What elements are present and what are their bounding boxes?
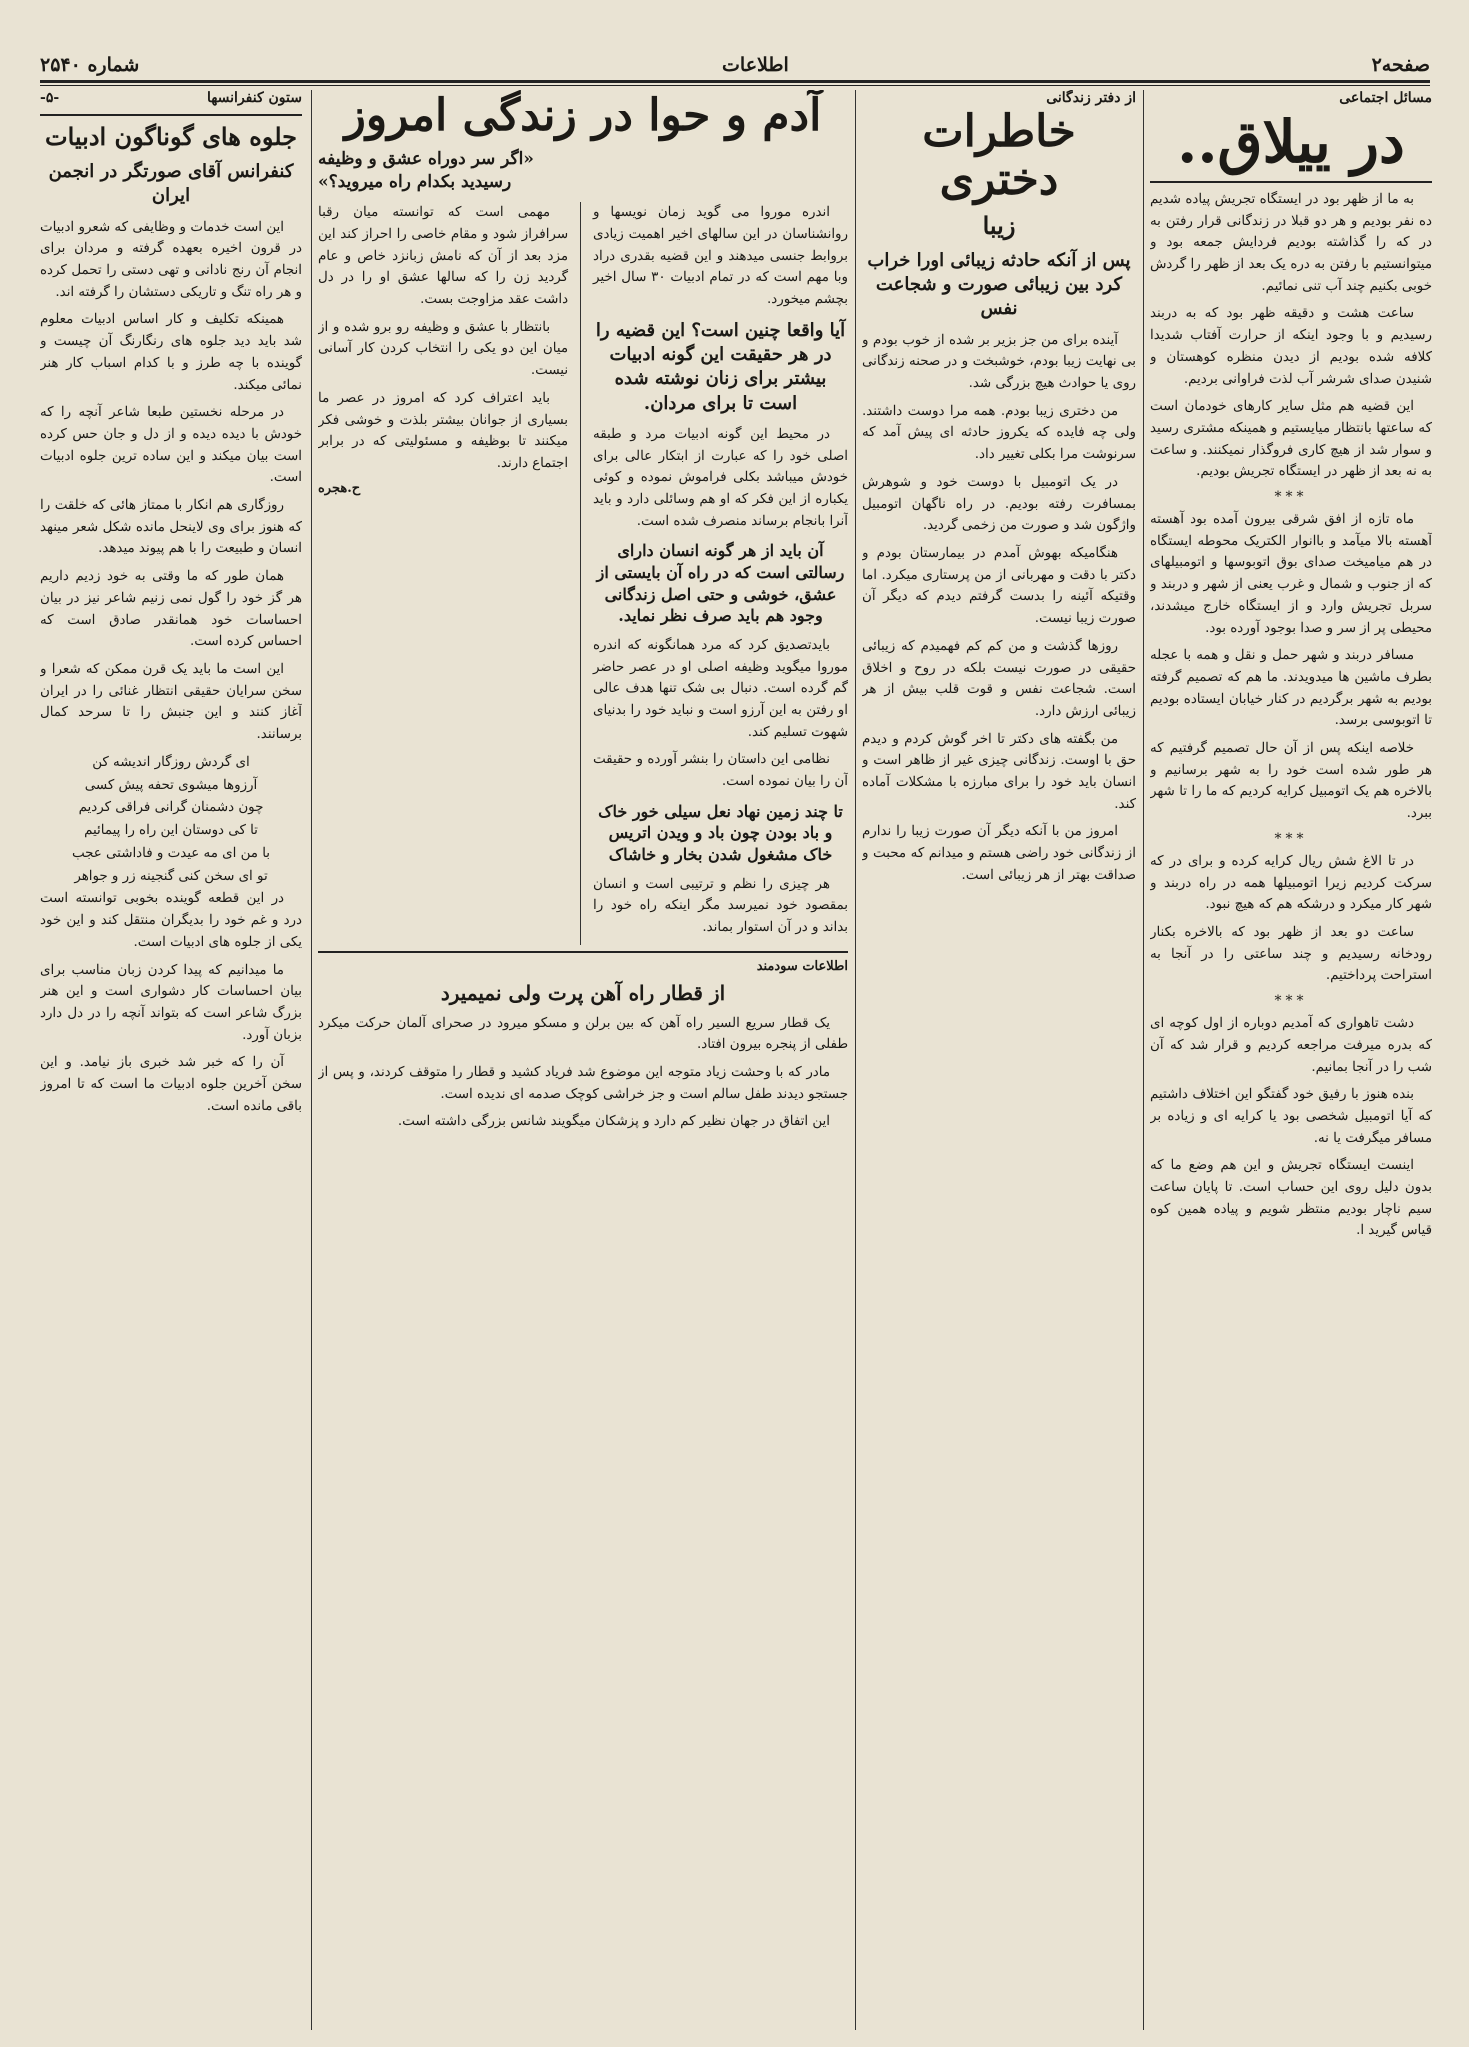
- paragraph: آن را که خبر شد خبری باز نیامد. و این سخن آخرین جلوه ادبیات ما است که تا امروز باقی مانده است.: [40, 1055, 302, 1114]
- verse-line: چون دشمنان گرانی فراقی کردیم: [78, 800, 264, 816]
- paragraph: هر چیزی را نظم و ترتیبی است و انسان بمقصود خود نمیرسد مگر اینکه راه خود را بداند و در آن استوار بماند.: [593, 876, 848, 935]
- verse-line: آرزوها میشوی تحفه پیش کسی: [84, 777, 258, 793]
- emphasis-block: آن باید از هر گونه انسان دارای رسالتی است که در راه آن بایستی از عشق، خوشی و حتی اصل زندگانی وجود هم باید صرف نظر نماید.: [596, 541, 845, 626]
- paragraph: در مرحله نخستین طبعا شاعر آنچه را که خودش با دیده دیده و از دل و جان حس کرده است بیان میکند و این ساده ترین جلوه ادبیات است.: [40, 405, 302, 486]
- paragraph: بایدتصدیق کرد که مرد همانگونه که اندره موروا میگوید وظیفه اصلی او در عصر حاضر گم گرده است. دنبال بی شک تنها هدف عالی او رفتن به این آرزو است و نباید خود را بدنیای شهوت تسلیم کند.: [593, 637, 848, 740]
- article-headline-line2: زیبا: [982, 210, 1016, 240]
- paragraph: این اتفاق در جهان نظیر کم دارد و پزشکان میگویند شانس بزرگی داشته است.: [397, 1114, 830, 1130]
- masthead-rule-thin: [40, 85, 1430, 86]
- paragraph: در یک اتومبیل با دوست خود و شوهرش بمسافرت رفته بودیم. در راه ناگهان اتومبیل واژگون شد و صورت من زخمی گردید.: [862, 474, 1136, 534]
- header-rule: [40, 114, 302, 116]
- page-number: -۵-: [40, 90, 60, 106]
- verse-line: تا کی دوستان این راه را پیمائیم: [84, 823, 258, 839]
- verse-line: با من ای مه عیدت و فاداشتی عجب: [71, 845, 271, 861]
- verse-block: تا چند زمین نهاد نعل سیلی خور خاک و باد بودن چون باد و ویدن اتریس خاک مشغول شدن بخار و خاشاک: [598, 801, 843, 864]
- paper-name: اطلاعات: [722, 54, 789, 76]
- paragraph: هنگامیکه بهوش آمدم در بیمارستان بودم و دکتر با دقت و مهربانی از من پرستاری میکرد. اما وقتیکه آئینه را بدست گرفتم دیدم که دیگر آن صورت زیبا نیست.: [862, 546, 1136, 627]
- paragraph: به ما از ظهر بود در ایستگاه تجریش پیاده شدیم ده نفر بودیم و هر دو قبلا در زندگانی قرار رفتن به در که را گذاشته بودیم فردایش جمعه بود و میتوانستیم با رفتن به دره یک بعد از ظهر را گردش خوبی بکنیم چند آب تنی نمائیم.: [1150, 191, 1432, 294]
- article-headline: در ییلاق..: [1177, 108, 1405, 176]
- paragraph: بنده هنوز با رفیق خود گفتگو این اختلاف داشتیم که آیا اتومبیل شخصی بود یا کرایه ای و زیاده بر مسافر میگرفت یا نه.: [1150, 1087, 1432, 1146]
- column-conferences: [40, 90, 302, 2030]
- issue-number: شماره ۲۵۴۰: [40, 54, 140, 76]
- paragraph: در این قطعه گوینده بخوبی توانسته است درد و غم خود را بدیگران منتقل کند و این خود یکی از جلوه های ادبیات است.: [40, 891, 302, 950]
- paragraph: در تا الاغ شش ریال کرایه کرده و برای در که سرکت کردیم زیرا اتومبیلها همه در راه دربند و شهر کار میکرد و درشکه هم که هیچ نبود.: [1150, 853, 1432, 913]
- paragraph: روزگاری هم انکار با ممتاز هائی که خلقت را که هنوز برای وی لاینحل مانده شکل شعر مینهد انسان و طبیعت را با هم پیوند میدهد.: [40, 498, 302, 557]
- paragraph: ما میدانیم که پیدا کردن زبان مناسب برای بیان احساسات کار دشواری است و این هنر بزرگ شاعر است که بتواند آنچه را در دل دارد بزبان آورد.: [40, 962, 302, 1043]
- verse-line: تو ای سخن کنی گنجینه زر و جواهر: [74, 868, 268, 884]
- section-divider: ***: [1274, 993, 1308, 1010]
- paragraph: مهمی است که توانسته میان رقبا سرافراز شود و مقام خاصی را احراز کند این مزد بعد از آن که نامش زبانزد خاص و عام گردید زن را که سالها عشق او را در دل داشت عقد مزاوجت بست.: [318, 205, 569, 308]
- article-headline: خاطرات دختری: [922, 106, 1076, 206]
- paragraph: اندره موروا می گوید زمان نویسها و روانشناسان در این سالهای اخیر اهمیت زیادی بروابط جنسی میدهند و این قضیه بقدری دراد وبا مهم است که در تمام ادبیات ۳۰ سال اخیر بچشم میخورد.: [593, 205, 848, 308]
- paragraph: این قضیه هم مثل سایر کارهای خودمان است که ساعتها بانتظار میایستیم و همینکه مشتری رسید و سوار شد از هیچ کاری فروگذار نمیکنند. و ساعت به نه بعد از ظهر در ایستگاه تجریش بودیم.: [1150, 399, 1432, 480]
- paragraph: باید اعتراف کرد که امروز در عصر ما بسیاری از جوانان بیشتر بلذت و خوشی فکر میکنند تا بوظیفه و مسئولیتی که در برابر اجتماع دارند.: [318, 390, 569, 471]
- subcolumns: [318, 202, 848, 944]
- article-subhead: کنفرانس آقای صورتگر در انجمن ایران: [48, 161, 294, 207]
- paragraph: مادر که با وحشت زیاد متوجه این موضوع شد فریاد کشید و قطار را متوقف کردند، و پس از جستجو دیدند طفل سالم است و جز خراشی کوچک صدمه ای ندیده است.: [318, 1065, 848, 1102]
- paragraph: این است خدمات و وظایفی که شعرو ادبیات در قرون اخیره بعهده گرفته و مردان برای انجام آن رنج نادانی و تهی دستی را تحمل کرده و هر راه تنگ و تاریکی دستشان را گرفته اند.: [40, 219, 302, 300]
- lower-article-title: از قطار راه آهن پرت ولی نمیمیرد: [440, 980, 726, 1005]
- page-label: صفحه۲: [1371, 54, 1430, 76]
- tagline-line-1: «اگر سر دوراه عشق و وظیفه: [318, 149, 534, 170]
- article-headline: آدم و حوا در زندگی امروز: [344, 90, 822, 141]
- paragraph: در محیط این گونه ادبیات مرد و طبقه اصلی خود را که عبارت از ابتکار عالی برای خودش میباشد بکلی فراموش نموده و کوئی یکباره از این فکر که او هم وسائلی دارد و باید آنرا بانجام برساند منصرف شده است.: [593, 426, 848, 529]
- subcolumn-right: [593, 202, 848, 944]
- article-headline: جلوه های گوناگون ادبیات: [44, 122, 298, 151]
- section-kicker: از دفتر زندگانی: [1046, 90, 1136, 106]
- tagline-line-2: رسیدید بکدام راه میروید؟»: [318, 172, 512, 193]
- column-ييلاق: [1150, 90, 1432, 2030]
- paragraph: ساعت هشت و دقیقه ظهر بود که به دربند رسیدیم و با وجود اینکه از حرارت آفتاب شدیدا کلافه شده بودیم از دیدن منظره کوهستان و شنیدن صدای شرشر آب لذت فراوانی بردیم.: [1150, 306, 1432, 387]
- paragraph: امروز من با آنکه دیگر آن صورت زیبا را ندارم از زندگانی خود راضی هستم و میدانم که محبت و صداقت بهتر از هر زیبائی است.: [862, 824, 1136, 883]
- column-rule: [1143, 90, 1144, 2030]
- paragraph: مسافر دربند و شهر حمل و نقل و همه با عجله بطرف ماشین ها میدویدند. ما هم که تصمیم گرفته بودیم به شهر برگردیم در کنار خیابان ایستاده بودیم تا اتوبوسی برسد.: [1150, 648, 1432, 729]
- subcolumn-left: [318, 202, 568, 944]
- paragraph: روزها گذشت و من کم کم فهمیدم که زیبائی حقیقی در صورت نیست بلکه در روح و اخلاق است. شجاعت نفس و قوت قلب بیش از هر زیبائی ارزش دارد.: [862, 638, 1136, 719]
- paragraph: اینست ایستگاه تجریش و این هم وضع ما که بدون دلیل روی این حساب است. تا پایان ساعت سیم ناچار بودیم منتظر شویم و پیاده همین کوه قیاس گیرید ا.: [1150, 1158, 1432, 1239]
- section-header: [40, 90, 302, 108]
- section-divider: ***: [1274, 830, 1308, 847]
- article-subhead: پس از آنکه حادثه زیبائی اورا خراب کرد بین زیبائی صورت و شجاعت نفس: [867, 249, 1131, 320]
- paragraph: من دختری زیبا بودم. همه مرا دوست داشتند. ولی چه فایده که یکروز حادثه ای پیش آمد که سرنوشت مرا بکلی تغییر داد.: [862, 403, 1136, 463]
- verse-line: ای گردش روزگار اندیشه کن: [92, 754, 250, 770]
- subcolumn-rule: [580, 202, 581, 944]
- column-rule: [855, 90, 856, 2030]
- lower-article-rule: [318, 951, 848, 953]
- paragraph: ماه تازه از افق شرقی بیرون آمده بود آهسته آهسته بالا میآمد و باانوار الکتریک محوطه ایستگاه در هم میامیخت صدای بوق اتوبوسها و اتومبیلهای که از جنوب و شمال و غرب یعنی از شهر و دربند و سربل تجریش وارد و از ایستگاه خارج میشدند، محیطی پر از سر و صدا بوجود آورده بود.: [1150, 512, 1432, 636]
- column-adam-hava: [318, 90, 848, 2030]
- headline-rule: [1150, 181, 1432, 183]
- article-tagline: [318, 148, 848, 194]
- column-khaterat: [862, 90, 1136, 2030]
- article-subhead: آیا واقعا چنین است؟ این قضیه را در هر حقیقت این گونه ادبیات بیشتر برای زنان نوشته شده است تا برای مردان.: [595, 319, 846, 414]
- paragraph: دشت تاهواری که آمدیم دوباره از اول کوچه ای که بدره میرفت مراجعه کردیم و قرار شد که آن شب را در آنجا بمانیم.: [1150, 1016, 1432, 1075]
- masthead-rule: [40, 80, 1430, 83]
- section-kicker: ستون کنفرانسها: [206, 90, 302, 106]
- paragraph: همینکه تکلیف و کار اساس ادبیات معلوم شد باید دید جلوه های رنگارنگ آن چیست و گوینده با چه طرز و با کدام اسباب کار هنر نمائی میکند.: [40, 312, 302, 393]
- paragraph: آینده برای من جز بزیر بر شده از خوب بودم و بی نهایت زیبا بودم، خوشبخت و در صحنه زندگانی روی یا حوادث هیچ بزرگی شد.: [862, 332, 1136, 392]
- paragraph: یک قطار سریع السیر راه آهن که بین برلن و مسکو میرود در صحرای آلمان حرکت میکرد طفلی از پنجره بیرون افتاد.: [318, 1015, 848, 1053]
- paragraph: این است ما باید یک قرن ممکن که شعرا و سخن سرایان حقیقی انتظار غنائی را در ایران آغاز کنند و این جنبش را تا سرحد کمال برسانند.: [40, 661, 302, 743]
- lower-article-tag: اطلاعات سودمند: [756, 958, 848, 974]
- paragraph: همان طور که ما وقتی به خود زدیم داریم هر گز خود را گول نمی زنیم شاعر نیز در بیان احساسات خود همانقدر صادق است که احساس کرده است.: [40, 569, 302, 650]
- section-kicker: مسائل اجتماعی: [1339, 90, 1432, 106]
- article-credit: ح.هجره: [318, 480, 361, 496]
- section-divider: ***: [1274, 489, 1308, 506]
- paragraph: بانتظار با عشق و وظیفه رو برو شده و از میان این دو یکی را انتخاب کردن کار آسانی نیست.: [318, 319, 569, 379]
- paragraph: من بگفته های دکتر تا اخر گوش کردم و دیدم حق با اوست. زندگانی چیزی غیر از ظاهر است و انسان باید خود را برای مبارزه با مشکلات آماده کند.: [862, 731, 1136, 812]
- paragraph: ساعت دو بعد از ظهر بود که بالاخره بکنار رودخانه رسیدیم و چند ساعتی را در آنجا به استراحت پرداختیم.: [1150, 924, 1432, 984]
- paragraph: نظامی این داستان را بنشر آورده و حقیقت آن را بیان نموده است.: [593, 752, 848, 790]
- column-rule: [311, 90, 312, 2030]
- paragraph: خلاصه اینکه پس از آن حال تصمیم گرفتیم که هر طور شده است خود را به شهر برسانیم و بالاخره هم یک اتومبیل کرایه کردیم که ما را تا شهر ببرد.: [1150, 741, 1432, 822]
- masthead: [40, 52, 1430, 78]
